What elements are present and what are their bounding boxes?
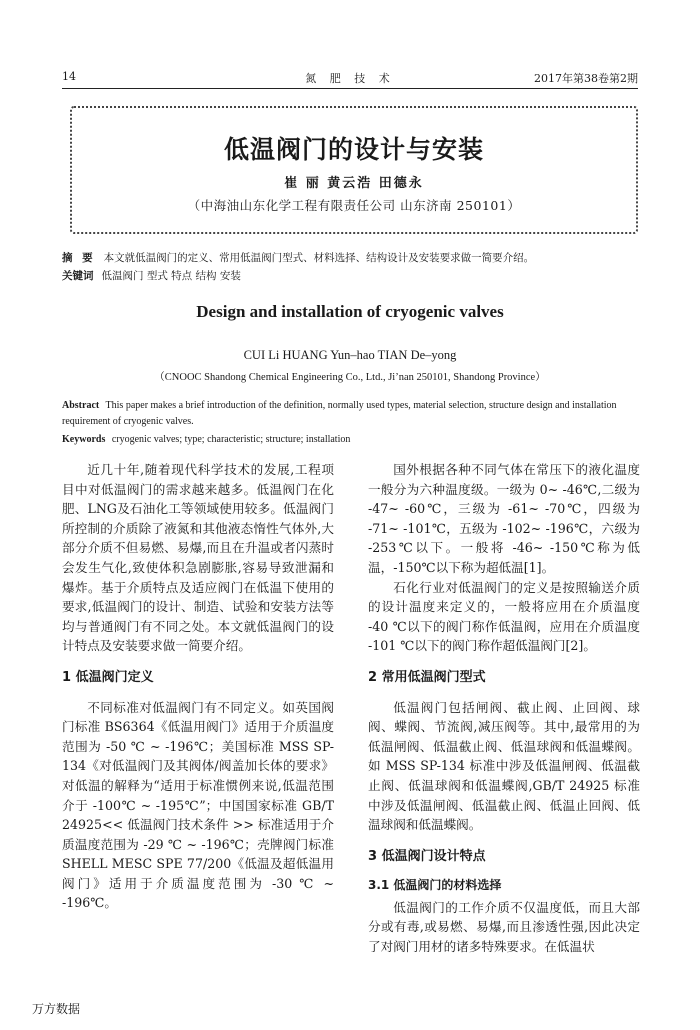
cn-abstract-label: 摘 要 (62, 252, 96, 264)
english-keywords-label: Keywords (62, 434, 106, 445)
page-number: 14 (62, 70, 76, 83)
section-3-1-paragraph-1: 低温阀门的工作介质不仅温度低，而且大部分或有毒,或易燃、易爆,而且渗透性强,因此决定了对阀门用材的诸多特殊要求。在低温状 (368, 899, 640, 955)
cn-keywords (62, 268, 638, 283)
english-keywords-text: cryogenic valves; type; characteristic; structure; installation (111, 434, 351, 445)
cn-abstract-text: 本文就低温阀门的定义、常用低温阀门型式、材料选择、结构设计及安装要求做一简要介绍。 (103, 252, 535, 264)
author-affiliation: （中海油山东化学工程有限责任公司 山东济南 250101） (187, 198, 521, 213)
english-title: Design and installation of cryogenic valves (196, 302, 504, 321)
cn-abstract (62, 250, 638, 265)
section-2-paragraph-1: 低温阀门包括闸阀、截止阀、止回阀、球阀、蝶阀、节流阀,减压阀等。其中,最常用的为低温闸阀、低温截止阀、低温球阀和低温蝶阀。如 MSS SP-134 标准中涉及低温闸阀、低温截止阀、低温球阀和低温蝶阀,GB/T 24925 标准中涉及低温闸阀、低温截止阀、低温止回阀、低温球阀和低温蝶阀。 (368, 699, 640, 833)
section-3-heading: 3 低温阀门设计特点 (368, 848, 486, 864)
cn-keywords-label: 关键词 (62, 270, 94, 282)
english-affiliation: （CNOOC Shandong Chemical Engineering Co., Ltd., Ji’nan 250101, Shandong Province） (154, 372, 546, 383)
running-header (62, 66, 638, 89)
english-abstract-label: Abstract (62, 400, 100, 411)
english-keywords (62, 432, 638, 448)
intro-paragraph: 近几十年,随着现代科学技术的发展,工程项目中对低温阀门的需求越来越多。低温阀门在化肥、LNG及石油化工等领域使用较多。低温阀门所控制的介质除了液氮和其他液态惰性气体外,大部分介质不但易燃、易爆,而且在升温或者闪蒸时会发生气化,致使体积急剧膨胀,容易导致泄漏和爆炸。基于介质特点及适应阀门在低温下使用的要求,低温阀门的设计、制造、试验和安装方法等均与普通阀门有不同之处。本文就低温阀门的设计特点及安装要求做一简要介绍。 (62, 462, 334, 654)
title-frame (70, 106, 638, 234)
cn-keywords-text: 低温阀门 型式 特点 结构 安装 (101, 270, 241, 282)
section-1-paragraph-2: 国外根据各种不同气体在常压下的液化温度一般分为六种温度级。一级为 0~ -46℃,二级为 -47~ -60℃，三级为 -61~ -70℃，四级为 -71~ -101℃，五级为 -102~ -196℃，六级为 -253℃以下。一般将 -46~ -150℃称为低温，-150℃以下称为超低温[1]。 (368, 462, 640, 575)
section-1-paragraph-1: 不同标准对低温阀门有不同定义。如英国阀门标准 BS6364《低温用阀门》适用于介质温度范围为 -50 ℃ ~ -196℃；美国标准 MSS SP-134《对低温阀门及其阀体/阀盖加长体的要求》对低温的解释为“适用于标准惯例来说,低温范围介于 -100℃ ~ -195℃”；中国国家标准 GB/T 24925<< 低温阀门技术条件 >> 标准适用于介质温度范围为 -29 ℃ ~ -196℃；壳牌阀门标准 SHELL MESC SPE 77/200《低温及超低温用阀门》适用于介质温度范围为 -30 ℃ ~ -196℃。 (62, 699, 334, 911)
author-list: 崔 丽 黄云浩 田德永 (284, 176, 424, 191)
footer-watermark: 万方数据 (32, 1002, 81, 1016)
section-1-paragraph-3: 石化行业对低温阀门的定义是按照输送介质的设计温度来定义的，一般将应用在介质温度 -40 ℃以下的阀门称作低温阀，应用在介质温度 -101 ℃以下的阀门称作超低温阀门[2]。 (368, 579, 640, 654)
english-abstract (62, 398, 638, 430)
issue-info: 2017年第38卷第2期 (534, 72, 638, 85)
section-3-1-heading: 3.1 低温阀门的材料选择 (368, 878, 502, 893)
english-authors: CUI Li HUANG Yun–hao TIAN De–yong (243, 348, 457, 362)
body-column-right (368, 460, 640, 957)
english-abstract-text: This paper makes a brief introduction of the definition, normally used types, material selection, structure design and installation requirement of cryogenic valves. (62, 400, 617, 427)
body-column-left (62, 460, 334, 913)
paper-title: 低温阀门的设计与安装 (223, 135, 484, 164)
section-1-heading: 1 低温阀门定义 (62, 669, 154, 685)
journal-name: 氮 肥 技 术 (305, 72, 395, 85)
section-2-heading: 2 常用低温阀门型式 (368, 669, 486, 685)
